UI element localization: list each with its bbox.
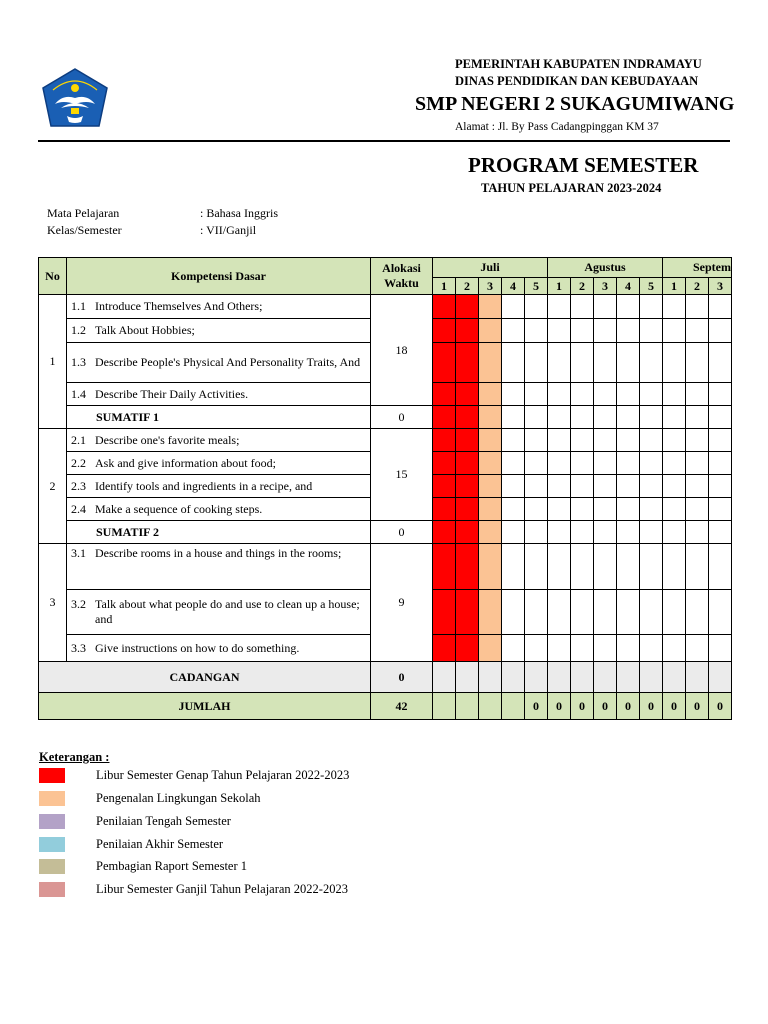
kd-text: Give instructions on how to do something. bbox=[95, 640, 300, 655]
kd-text: Talk about what people do and use to clean up a house; and bbox=[95, 597, 360, 626]
week-header: 1 bbox=[548, 278, 571, 295]
sumatif-alokasi: 0 bbox=[371, 521, 433, 544]
week-header: 5 bbox=[525, 278, 548, 295]
kd-number: 2.1 bbox=[71, 432, 86, 447]
kelas-label: Kelas/Semester bbox=[47, 223, 122, 237]
sumatif-alokasi: 0 bbox=[371, 406, 433, 429]
row-no: 3 bbox=[39, 544, 67, 662]
col-header-alokasi bbox=[371, 258, 433, 295]
kd-item bbox=[67, 295, 371, 319]
program-semester-table bbox=[38, 257, 732, 720]
kd-item bbox=[67, 383, 371, 406]
tut-wuri-handayani-logo bbox=[41, 68, 109, 130]
jumlah-week bbox=[456, 693, 479, 720]
alokasi-value: 9 bbox=[371, 544, 433, 662]
week-header: 3 bbox=[709, 278, 732, 295]
kd-item bbox=[67, 475, 371, 498]
week-header: 2 bbox=[456, 278, 479, 295]
kd-number: 1.1 bbox=[71, 299, 86, 313]
legend-swatch bbox=[39, 814, 65, 829]
col-header-kompetensi: Kompetensi Dasar bbox=[67, 258, 371, 295]
kd-number: 3.3 bbox=[71, 640, 86, 655]
col-header-alokasi-line2: Waktu bbox=[384, 276, 419, 290]
header-divider bbox=[38, 140, 730, 142]
jumlah-week bbox=[502, 693, 525, 720]
week-header: 1 bbox=[663, 278, 686, 295]
week-header: 4 bbox=[617, 278, 640, 295]
jumlah-week: 0 bbox=[709, 693, 732, 720]
cadangan-label: CADANGAN bbox=[39, 662, 371, 693]
legend-label: Pembagian Raport Semester 1 bbox=[96, 859, 248, 873]
jumlah-week: 0 bbox=[640, 693, 663, 720]
week-header: 2 bbox=[686, 278, 709, 295]
kd-item bbox=[67, 590, 371, 635]
header-government: PEMERINTAH KABUPATEN INDRAMAYU bbox=[455, 57, 702, 71]
row-no: 2 bbox=[39, 429, 67, 544]
jumlah-week: 0 bbox=[571, 693, 594, 720]
kd-number: 1.2 bbox=[71, 323, 86, 337]
month-header-september-text: Septem bbox=[693, 260, 731, 274]
kd-number: 2.2 bbox=[71, 455, 86, 470]
row-no: 1 bbox=[39, 295, 67, 429]
sumatif-label: SUMATIF 1 bbox=[67, 406, 371, 429]
legend-swatch bbox=[39, 859, 65, 874]
week-header: 5 bbox=[640, 278, 663, 295]
kd-text: Make a sequence of cooking steps. bbox=[95, 501, 263, 516]
month-header-september bbox=[663, 258, 732, 278]
legend-label: Libur Semester Ganjil Tahun Pelajaran 2022-2023 bbox=[96, 882, 348, 896]
legend-title: Keterangan : bbox=[39, 750, 110, 764]
header-school-name: SMP NEGERI 2 SUKAGUMIWANG bbox=[415, 93, 735, 115]
jumlah-week bbox=[433, 693, 456, 720]
mapel-value: : Bahasa Inggris bbox=[200, 206, 278, 220]
legend-label: Libur Semester Genap Tahun Pelajaran 2022-2023 bbox=[96, 768, 350, 782]
jumlah-week: 0 bbox=[617, 693, 640, 720]
cadangan-value: 0 bbox=[371, 662, 433, 693]
kd-text: Describe Their Daily Activities. bbox=[95, 386, 249, 401]
kd-item bbox=[67, 429, 371, 452]
legend-swatch bbox=[39, 791, 65, 806]
kd-item bbox=[67, 544, 371, 590]
jumlah-label: JUMLAH bbox=[39, 693, 371, 720]
col-header-no: No bbox=[39, 258, 67, 295]
alokasi-value: 15 bbox=[371, 429, 433, 521]
week-header: 1 bbox=[433, 278, 456, 295]
month-header-juli: Juli bbox=[433, 258, 548, 278]
jumlah-week: 0 bbox=[686, 693, 709, 720]
kd-text: Describe one's favorite meals; bbox=[95, 432, 240, 447]
week-header: 3 bbox=[594, 278, 617, 295]
kd-text: Describe rooms in a house and things in the rooms; bbox=[95, 546, 342, 560]
legend-label: Pengenalan Lingkungan Sekolah bbox=[96, 791, 261, 805]
header-address: Alamat : Jl. By Pass Cadangpinggan KM 37 bbox=[455, 121, 659, 133]
alokasi-value: 18 bbox=[371, 295, 433, 406]
kd-number: 2.4 bbox=[71, 501, 86, 516]
jumlah-week bbox=[479, 693, 502, 720]
kd-number: 3.1 bbox=[71, 546, 86, 560]
kd-text: Talk About Hobbies; bbox=[95, 323, 195, 337]
header-department: DINAS PENDIDIKAN DAN KEBUDAYAAN bbox=[455, 74, 699, 88]
document-title: PROGRAM SEMESTER bbox=[468, 153, 699, 177]
kd-number: 1.3 bbox=[71, 355, 86, 369]
kd-text: Introduce Themselves And Others; bbox=[95, 299, 263, 313]
week-header: 4 bbox=[502, 278, 525, 295]
kd-number: 1.4 bbox=[71, 386, 86, 401]
kd-item bbox=[67, 343, 371, 383]
kd-item bbox=[67, 319, 371, 343]
week-header: 2 bbox=[571, 278, 594, 295]
jumlah-week: 0 bbox=[548, 693, 571, 720]
jumlah-week: 0 bbox=[525, 693, 548, 720]
jumlah-week: 0 bbox=[594, 693, 617, 720]
legend-swatch bbox=[39, 837, 65, 852]
mapel-label: Mata Pelajaran bbox=[47, 206, 120, 220]
kd-text: Describe People's Physical And Personality Traits, And bbox=[95, 355, 361, 369]
legend-label: Penilaian Tengah Semester bbox=[96, 814, 231, 828]
legend-swatch bbox=[39, 768, 65, 783]
col-header-alokasi-line1: Alokasi bbox=[382, 261, 421, 275]
jumlah-week: 0 bbox=[663, 693, 686, 720]
jumlah-value: 42 bbox=[371, 693, 433, 720]
kd-number: 2.3 bbox=[71, 478, 86, 493]
document-subtitle: TAHUN PELAJARAN 2023-2024 bbox=[481, 181, 662, 195]
legend-label: Penilaian Akhir Semester bbox=[96, 837, 224, 851]
kd-item bbox=[67, 635, 371, 662]
sumatif-label: SUMATIF 2 bbox=[67, 521, 371, 544]
kd-number: 3.2 bbox=[71, 597, 86, 611]
kd-text: Ask and give information about food; bbox=[95, 455, 276, 470]
week-header: 3 bbox=[479, 278, 502, 295]
kd-item bbox=[67, 452, 371, 475]
kelas-value: : VII/Ganjil bbox=[200, 223, 257, 237]
kd-text: Identify tools and ingredients in a recipe, and bbox=[95, 478, 313, 493]
legend-swatch bbox=[39, 882, 65, 897]
kd-item bbox=[67, 498, 371, 521]
month-header-agustus: Agustus bbox=[548, 258, 663, 278]
